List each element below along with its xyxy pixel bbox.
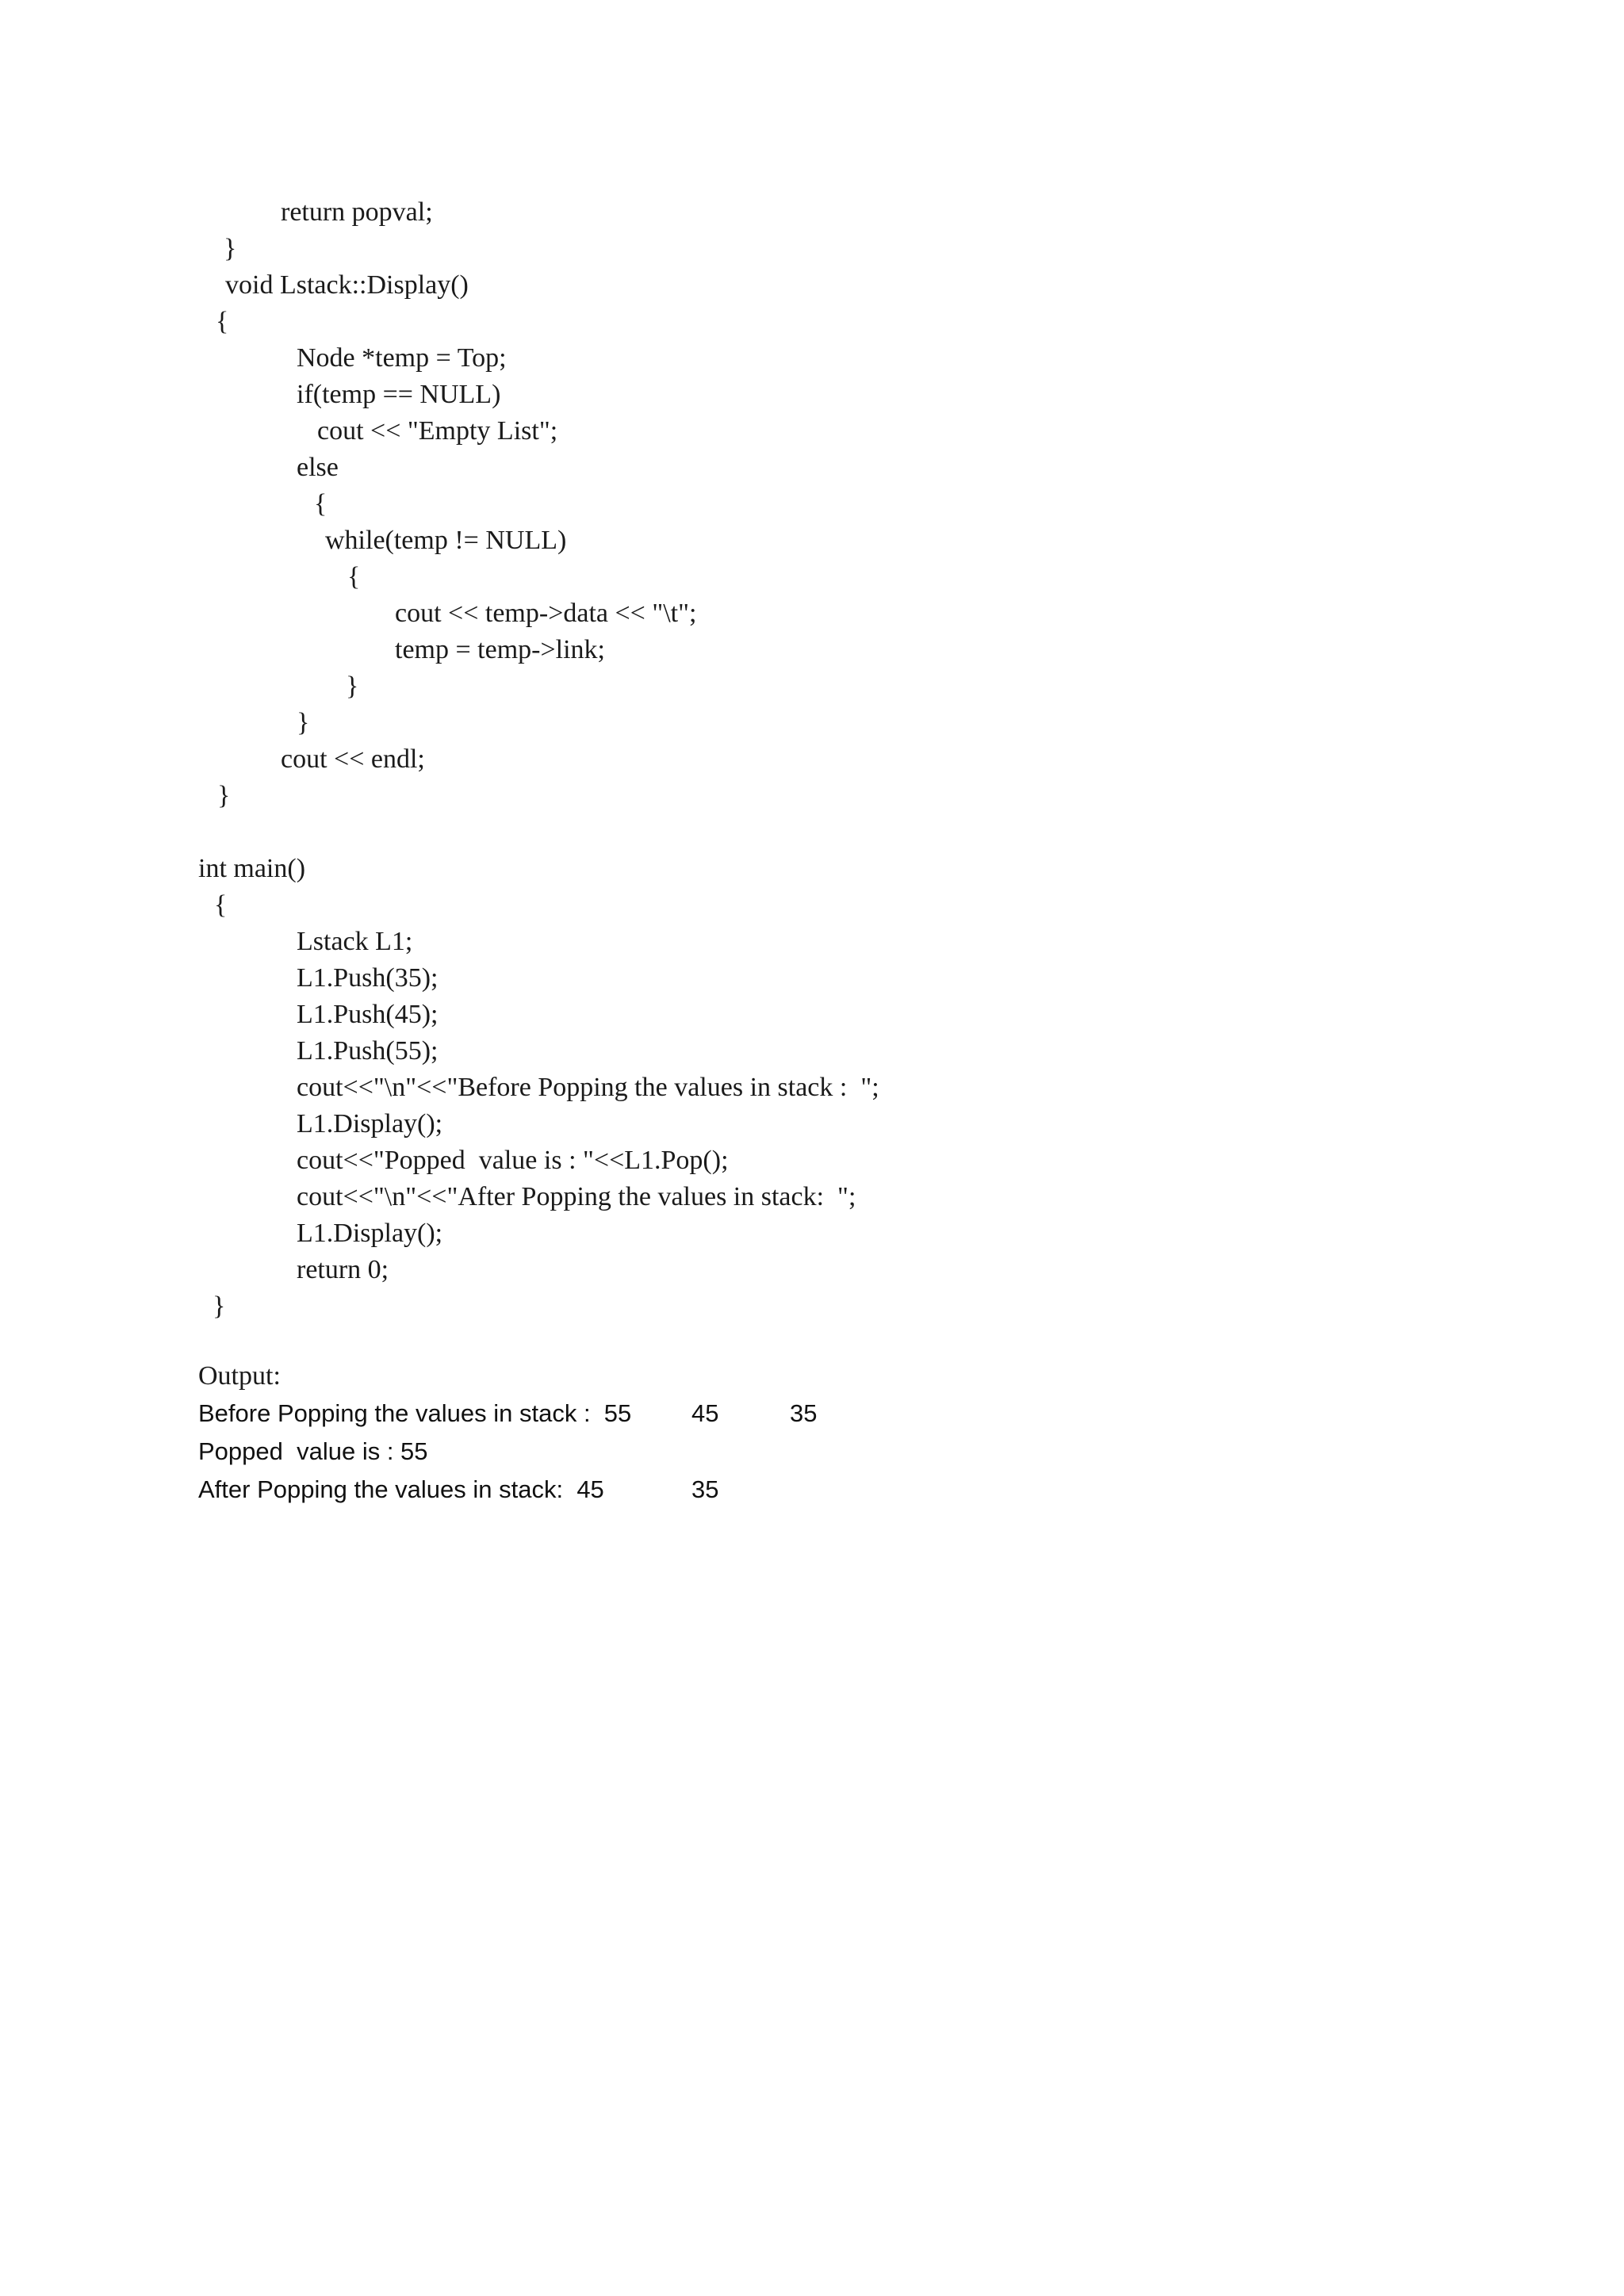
- output-after-line: After Popping the values in stack: 45: [198, 1475, 604, 1503]
- code-line: L1.Push(55);: [297, 1036, 439, 1066]
- code-line: cout<<"\n"<<"Before Popping the values in stack : ";: [297, 1073, 879, 1102]
- code-line: Node *temp = Top;: [297, 343, 507, 373]
- code-line: }: [224, 234, 237, 263]
- code-line: cout << temp->data << "\t";: [395, 599, 697, 628]
- code-line: cout << "Empty List";: [317, 416, 558, 446]
- code-line: cout<<"Popped value is : "<<L1.Pop();: [297, 1146, 729, 1175]
- output-before-value: 35: [790, 1399, 818, 1427]
- output-after-value: 35: [691, 1475, 719, 1503]
- output-before-value: 45: [691, 1399, 719, 1427]
- output-label: Output:: [198, 1361, 281, 1391]
- code-line: L1.Display();: [297, 1219, 443, 1248]
- code-line: }: [217, 781, 231, 810]
- code-line: L1.Push(35);: [297, 963, 439, 993]
- code-line: if(temp == NULL): [297, 380, 501, 409]
- code-line: }: [297, 708, 310, 737]
- code-line: {: [214, 890, 228, 920]
- code-line: L1.Display();: [297, 1109, 443, 1138]
- output-popped-line: Popped value is : 55: [198, 1437, 428, 1465]
- code-line: else: [297, 453, 339, 482]
- code-line: {: [314, 489, 327, 519]
- code-line: Lstack L1;: [297, 927, 413, 956]
- code-line: return popval;: [281, 197, 433, 227]
- code-line: {: [216, 307, 229, 336]
- output-before-line: Before Popping the values in stack : 55: [198, 1399, 632, 1427]
- code-line: cout << endl;: [281, 744, 425, 774]
- code-line: L1.Push(45);: [297, 1000, 439, 1029]
- code-line: return 0;: [297, 1255, 389, 1284]
- code-line: void Lstack::Display(): [225, 270, 469, 300]
- code-line: while(temp != NULL): [325, 526, 567, 555]
- code-line: temp = temp->link;: [395, 635, 605, 664]
- code-line: }: [346, 672, 359, 701]
- code-line: {: [347, 562, 361, 591]
- code-line: int main(): [198, 854, 306, 883]
- code-line: cout<<"\n"<<"After Popping the values in stack: ";: [297, 1182, 856, 1211]
- code-line: }: [213, 1292, 226, 1321]
